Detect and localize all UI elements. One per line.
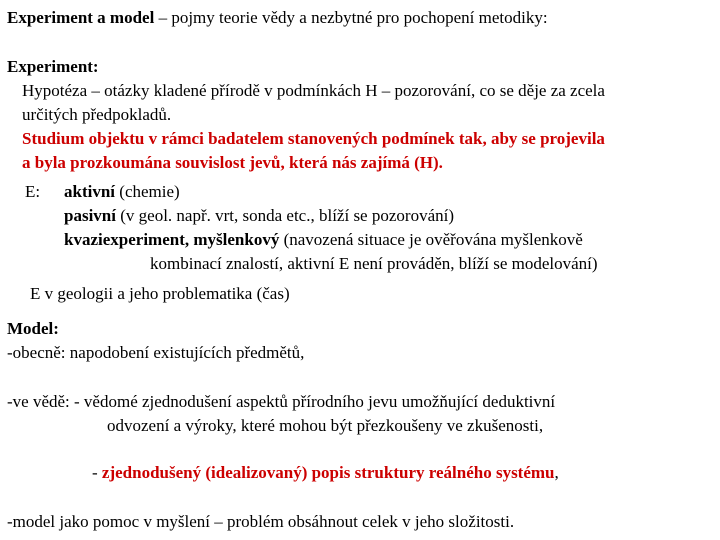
quasi-desc-2: kombinací znalostí, aktivní E není prováděn, blíží se modelování) (150, 254, 598, 273)
simplified-suffix: , (554, 463, 559, 482)
quasi-term: kvaziexperiment, myšlenkový (64, 230, 280, 249)
definition-line-2: a byla prozkoumána souvislost jevů, která nás zajímá (H). (22, 153, 443, 172)
hypothesis-line-1: Hypotéza – otázky kladené přírodě v podmínkách H – pozorování, co se děje za zcela (22, 81, 605, 100)
active-desc: (chemie) (115, 182, 180, 201)
experiment-title: Experiment: (7, 57, 99, 76)
type-quasi (64, 228, 583, 252)
hypothesis-line-2: určitých předpokladů. (22, 105, 172, 124)
heading-bold: Experiment a model (7, 8, 155, 27)
types-label: E: (25, 182, 41, 201)
type-active (64, 180, 180, 204)
geology-line: E v geologii a jeho problematika (čas) (30, 284, 290, 303)
model-science-line-2: odvození a výroky, které mohou být přezkoušeny ve zkušenosti, (107, 416, 544, 435)
simplified-red: zjednodušený (idealizovaný) popis struktury reálného systému (101, 463, 555, 482)
passive-desc: (v geol. např. vrt, sonda etc., blíží se pozorování) (115, 206, 454, 225)
quasi-desc: (navozená situace je ověřována myšlenkově (279, 230, 583, 249)
active-term: aktivní (64, 182, 116, 201)
model-general: -obecně: napodobení existujících předmětů, (7, 343, 305, 362)
heading-rest: – pojmy teorie vědy a nezbytné pro pochopení metodiky: (154, 8, 548, 27)
type-passive (64, 204, 454, 228)
passive-term: pasivní (64, 206, 116, 225)
simplified-prefix: - (92, 463, 102, 482)
model-title: Model: (7, 319, 59, 338)
model-science-line-1: -ve vědě: - vědomé zjednodušení aspektů přírodního jevu umožňující deduktivní (7, 392, 556, 411)
model-thinking: -model jako pomoc v myšlení – problém obsáhnout celek v jeho složitosti. (7, 512, 515, 531)
definition-line-1: Studium objektu v rámci badatelem stanovených podmínek tak, aby se projevila (22, 129, 605, 148)
model-simplified (92, 461, 559, 485)
document-heading (7, 6, 548, 30)
